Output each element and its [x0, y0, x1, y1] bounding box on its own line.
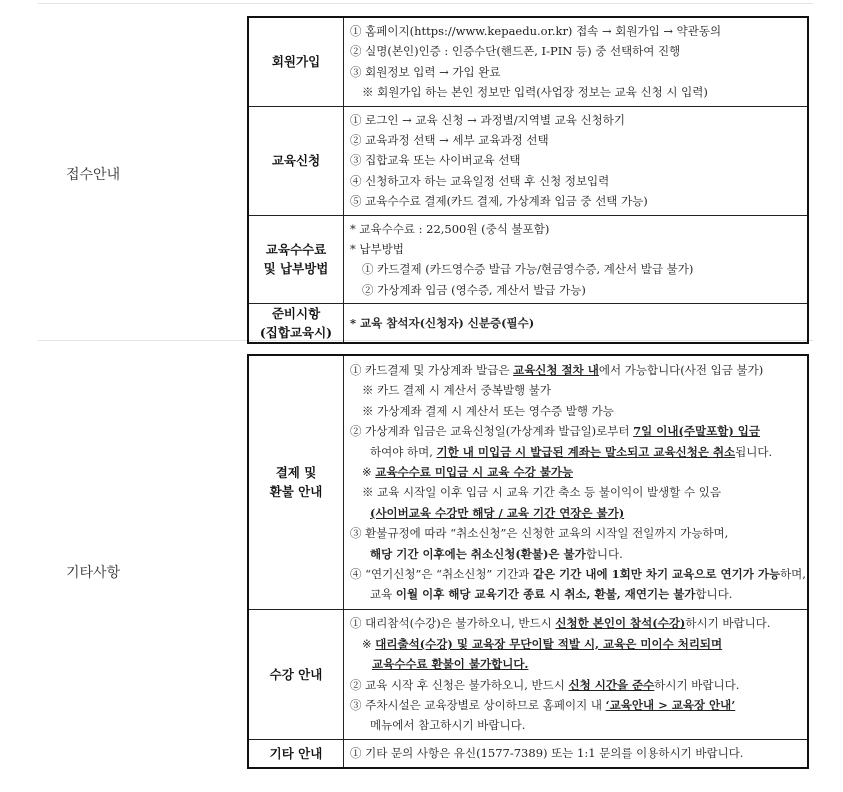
- course-application-header: [248, 106, 344, 215]
- content-line: [350, 584, 803, 604]
- emphasized-text: 교육신청 절차 내: [513, 363, 599, 377]
- preparation-content: [344, 304, 809, 344]
- misc-guide-content: [344, 740, 809, 768]
- line-text: ② 실명(본인)인증 : 인증수단(핸드폰, I-PIN 등) 중 선택하여 진행: [350, 44, 681, 59]
- line-text: * 납부방법: [350, 242, 404, 257]
- line-text: ③ 주차시설은 교육장별로 상이하므로 홈페이지 내: [350, 698, 606, 713]
- content-line: [350, 191, 803, 211]
- payment-refund-content: [344, 355, 809, 609]
- emphasized-text: (사이버교육 수강만 해당 / 교육 기간 연장은 불가): [370, 505, 625, 520]
- misc-guide-row: [248, 740, 808, 768]
- line-text: ※: [362, 636, 376, 651]
- fee-and-payment-content: [344, 215, 809, 304]
- content-line: [350, 110, 803, 130]
- line-text: ② 교육과정 선택 → 세부 교육과정 선택: [350, 133, 549, 148]
- content-line: [350, 360, 803, 380]
- line-text: 교육: [370, 587, 396, 602]
- line-text: 하여야 하며,: [370, 444, 437, 459]
- emphasized-text: 기한 내 미입금 시 발급된 계좌는 말소되고 교육신청은 취소: [436, 444, 736, 459]
- line-text: ① 카드결제 및 가상계좌 발급은: [350, 363, 514, 377]
- line-text: 에서 가능합니다(사전 입금 불가): [598, 363, 764, 377]
- line-text: ① 카드결제 (카드영수증 발급 가능/현금영수증, 계산서 발급 불가): [362, 262, 694, 277]
- content-line: [350, 21, 803, 41]
- line-text: ③ 환불규정에 따라 “취소신청”은 신청한 교육의 시작일 전일까지 가능하며,: [350, 526, 729, 541]
- line-text: ④ “연기신청”은 “취소신청” 기간과: [350, 567, 533, 582]
- line-text: ※: [362, 465, 376, 480]
- line-text: 메뉴에서 참고하시기 바랍니다.: [370, 718, 526, 733]
- content-line: [350, 380, 803, 400]
- misc-guide-header: [248, 740, 344, 768]
- content-line: [350, 171, 803, 191]
- row-header-text: 수강 안내: [269, 667, 323, 683]
- row-header-text: 결제 및: [275, 465, 317, 481]
- line-text: ⑤ 교육수수료 결제(카드 결제, 가상계좌 입금 중 선택 가능): [350, 194, 648, 209]
- content-line: [350, 421, 803, 441]
- line-text: ④ 신청하고자 하는 교육일정 선택 후 신청 정보입력: [350, 173, 610, 188]
- payment-refund-row: [248, 355, 808, 609]
- emphasized-text: 교육수수료 미입금 시 교육 수강 불가능: [375, 465, 574, 480]
- line-text: 합니다.: [695, 587, 733, 602]
- row-header-text: 기타 안내: [269, 746, 323, 762]
- row-header-text: 회원가입: [271, 54, 321, 70]
- emphasized-text: 신청 시간을 준수: [568, 677, 655, 692]
- fee-and-payment-row: [248, 215, 808, 304]
- content-line: [350, 280, 803, 300]
- membership-signup-header: [248, 17, 344, 106]
- line-text: ② 가상계좌 입금은 교육신청일(가상계좌 발급일)로부터: [350, 424, 634, 439]
- content-line: [350, 130, 803, 150]
- reception-info-table: [247, 16, 809, 344]
- line-text: ② 교육 시작 후 신청은 불가하오니, 반드시: [350, 677, 569, 692]
- attendance-guide-content: [344, 609, 809, 739]
- section-label-reception: 접수안내: [66, 167, 121, 183]
- line-text: * 교육수수료 : 22,500원 (중식 불포함): [350, 221, 550, 236]
- content-line: [350, 544, 803, 564]
- line-text: ① 기타 문의 사항은 유신(1577-7389) 또는 1:1 문의를 이용하시기 바랍니다.: [350, 746, 744, 761]
- line-text: ① 홈페이지(https://www.kepaedu.or.kr) 접속 → 회원가입 → 약관동의: [350, 24, 722, 38]
- content-line: [350, 743, 803, 763]
- content-line: [350, 503, 803, 523]
- content-line: [350, 442, 803, 462]
- line-text: 하시기 바랍니다.: [654, 677, 740, 692]
- course-application-content: [344, 106, 809, 215]
- content-line: [350, 313, 803, 333]
- content-line: [350, 715, 803, 735]
- line-text: ② 가상계좌 입금 (영수증, 계산서 발급 가능): [362, 282, 586, 297]
- content-line: [350, 564, 806, 584]
- row-header-text: 환불 안내: [269, 484, 323, 500]
- content-line: [350, 82, 803, 102]
- line-text: ※ 교육 시작일 이후 입금 시 교육 기간 축소 등 불이익이 발생할 수 있음: [362, 485, 721, 500]
- content-line: [350, 41, 803, 61]
- content-line: [350, 401, 803, 421]
- line-text: ③ 회원정보 입력 → 가입 완료: [350, 64, 501, 79]
- content-line: [350, 219, 803, 239]
- line-text: 됩니다.: [735, 444, 773, 459]
- emphasized-text: ‘교육안내 > 교육장 안내’: [605, 698, 736, 713]
- membership-signup-content: [344, 17, 809, 106]
- emphasized-text: 7일 이내(주말포함) 입금: [633, 424, 761, 439]
- content-line: [350, 62, 803, 82]
- row-header-text: 교육신청: [271, 153, 321, 169]
- content-line: [350, 150, 803, 170]
- line-text: * 교육 참석자(신청자) 신분증(필수): [350, 316, 535, 331]
- emphasized-text: 대리출석(수강) 및 교육장 무단이탈 적발 시, 교육은 미이수 처리되며: [375, 636, 723, 651]
- line-text: 이월 이후 해당 교육기간 종료 시 취소, 환불, 재연기는 불가: [395, 587, 696, 602]
- content-line: [350, 613, 803, 633]
- line-text: ※ 회원가입 하는 본인 정보만 입력(사업장 정보는 교육 신청 시 입력): [362, 85, 708, 100]
- course-application-row: [248, 106, 808, 215]
- other-info-table: [247, 354, 809, 769]
- content-line: [350, 654, 803, 674]
- section-label-other: 기타사항: [66, 565, 121, 581]
- line-text: 하며,: [780, 567, 806, 582]
- line-text: ① 대리참석(수강)은 불가하오니, 반드시: [350, 616, 556, 631]
- row-header-text: (집합교육시): [259, 325, 333, 341]
- content-line: [350, 482, 803, 502]
- row-header-text: 및 납부방법: [263, 261, 329, 277]
- attendance-guide-header: [248, 609, 344, 739]
- content-line: [350, 675, 803, 695]
- line-text: 해당 기간 이후에는 취소신청(환불)은 불가: [370, 546, 586, 561]
- attendance-guide-row: [248, 609, 808, 739]
- content-line: [350, 523, 803, 543]
- content-line: [350, 462, 803, 482]
- line-text: 하시기 바랍니다.: [685, 616, 771, 631]
- preparation-header: [248, 304, 344, 344]
- preparation-row: [248, 304, 808, 344]
- content-line: [350, 259, 803, 279]
- content-line: [350, 695, 803, 715]
- emphasized-text: 교육수수료 환불이 불가합니다.: [372, 657, 529, 672]
- line-text: 합니다.: [585, 546, 623, 561]
- content-line: [350, 634, 803, 654]
- fee-and-payment-header: [248, 215, 344, 304]
- line-text: ※ 가상계좌 결제 시 계산서 또는 영수증 발행 가능: [362, 403, 614, 418]
- content-line: [350, 239, 803, 259]
- line-text: ※ 카드 결제 시 계산서 중복발행 불가: [362, 383, 551, 398]
- payment-refund-header: [248, 355, 344, 609]
- row-header-text: 교육수수료: [265, 242, 327, 258]
- row-header-text: 준비시항: [271, 306, 321, 322]
- line-text: ① 로그인 → 교육 신청 → 과정별/지역별 교육 신청하기: [350, 112, 625, 127]
- membership-signup-row: [248, 17, 808, 106]
- line-text: 같은 기간 내에 1회만 차기 교육으로 연기가 가능: [532, 567, 781, 582]
- line-text: ③ 집합교육 또는 사이버교육 선택: [350, 153, 521, 168]
- emphasized-text: 신청한 본인이 참석(수강): [555, 616, 686, 631]
- divider-top: [38, 3, 813, 4]
